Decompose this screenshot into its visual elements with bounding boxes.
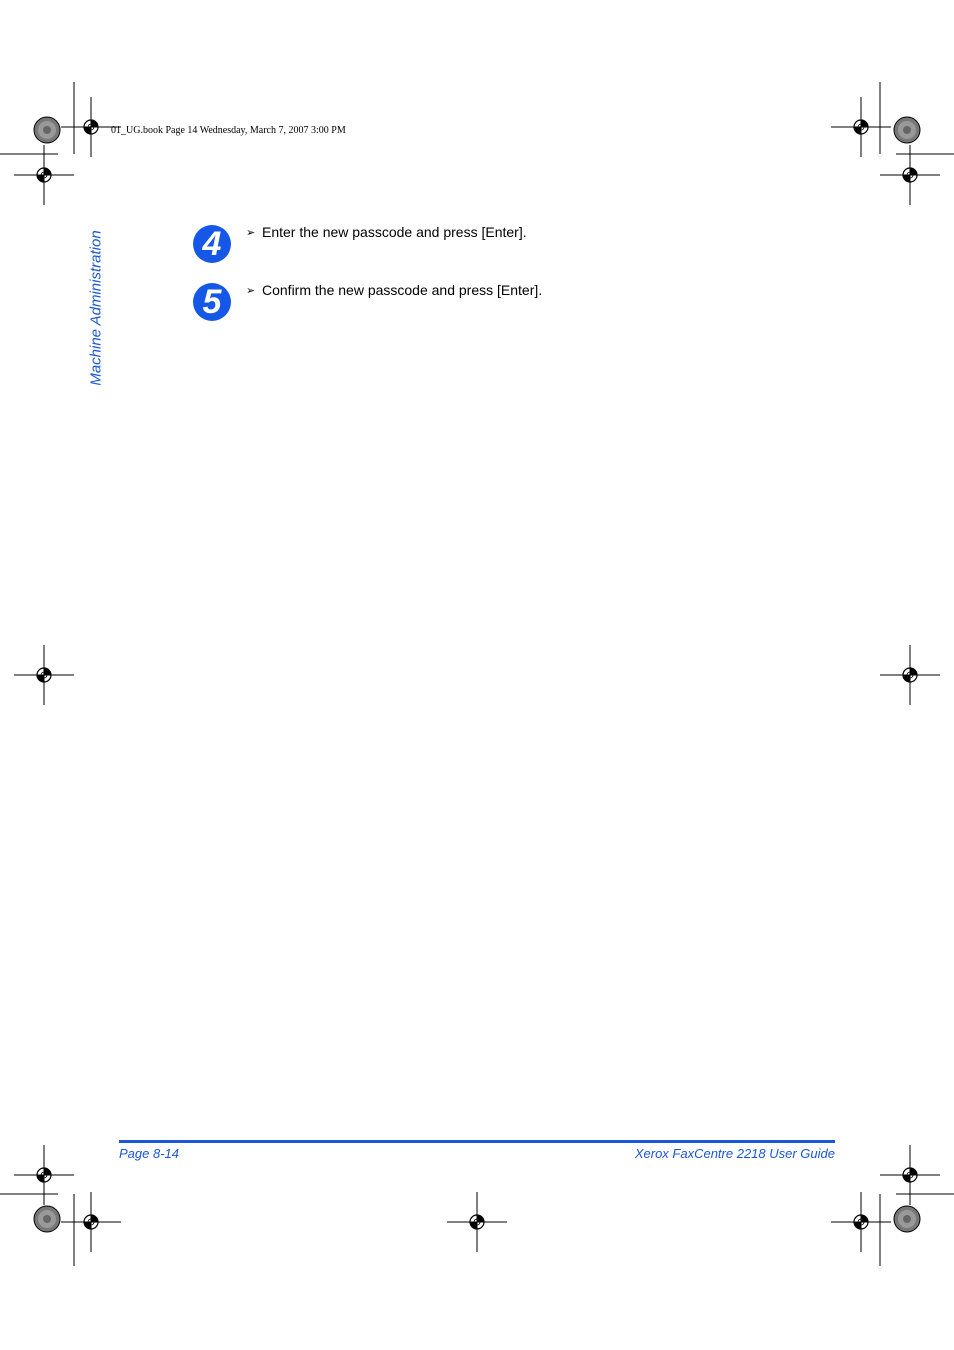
- book-stamp: 01_UG.book Page 14 Wednesday, March 7, 2007 3:00 PM: [111, 125, 346, 136]
- footer-rule: [119, 1140, 835, 1143]
- guide-title: Xerox FaxCentre 2218 User Guide: [634, 1146, 835, 1161]
- page-number: Page 8-14: [119, 1146, 179, 1161]
- section-side-title: Machine Administration: [87, 230, 105, 386]
- step-number-5: 5: [193, 283, 231, 321]
- step-number-4: 4: [193, 225, 231, 263]
- arrow-bullet-icon: ➢: [246, 285, 256, 297]
- step-text: Enter the new passcode and press [Enter].: [262, 224, 527, 240]
- step-text: Confirm the new passcode and press [Enter].: [262, 282, 543, 298]
- arrow-bullet-icon: ➢: [246, 227, 256, 239]
